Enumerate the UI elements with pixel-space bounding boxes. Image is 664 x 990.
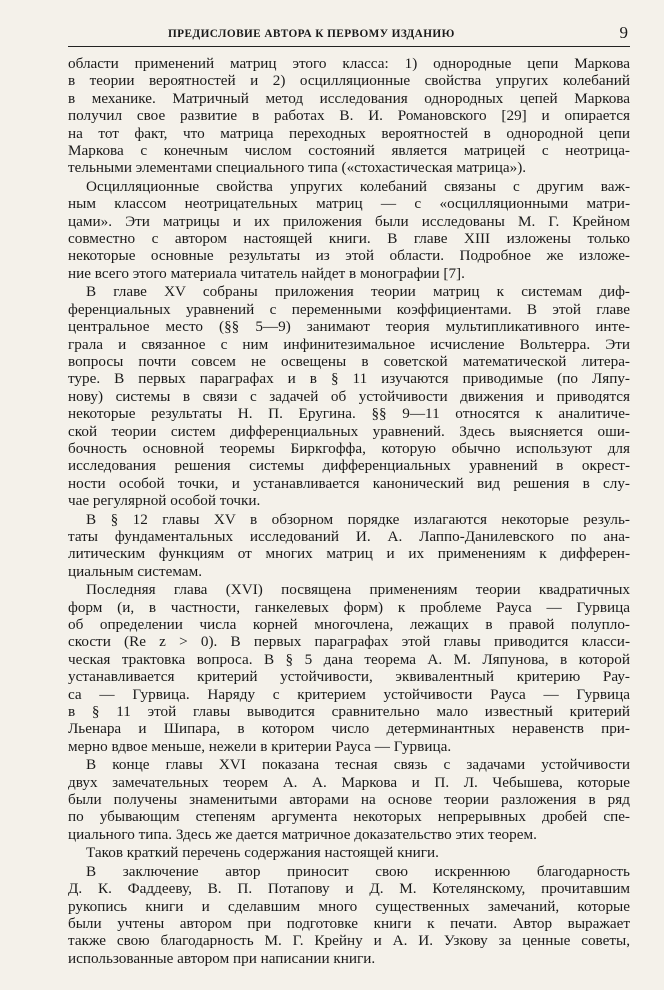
text-line: ным классом неотрицательных матриц — с «осцилляционными матри- <box>68 195 630 213</box>
text-line: ференциальных уравнений с переменными коэффициентами. В этой главе <box>68 300 630 318</box>
page-number: 9 <box>619 23 628 42</box>
text-line: скости (Re z > 0). В первых параграфах этой главы приводится класси- <box>68 633 630 651</box>
text-line: форм (и, в частности, ганкелевых форм) к проблеме Рауса — Гурвица <box>68 598 630 616</box>
text-line: литическим функциям от многих матриц и их применениям к дифферен- <box>68 545 630 563</box>
text-line: туре. В первых параграфах и в § 11 изучаются приводимые (по Ляпу- <box>68 370 630 388</box>
paragraph <box>68 283 630 509</box>
text-line: В конце главы XVI показана тесная связь с задачами устойчивости <box>86 756 630 774</box>
text-line: центральное место (§§ 5—9) занимают теория мультипликативного инте- <box>68 318 630 336</box>
text-line: ской теории систем дифференциальных уравнений. Здесь выясняется оши- <box>68 422 630 440</box>
text-line: нову) системы в связи с задачей об устойчивости движения и приводятся <box>68 387 630 405</box>
text-line: двух замечательных теорем А. А. Маркова и П. Л. Чебышева, которые <box>68 773 630 791</box>
text-line: устанавливается критерий устойчивости, эквивалентный критерию Рау- <box>68 668 630 686</box>
text-line: в теории вероятностей и 2) осцилляционные свойства упругих колебаний <box>68 72 630 90</box>
body-text <box>68 55 630 967</box>
text-line: В заключение автор приносит свою искреннюю благодарность <box>86 862 630 880</box>
text-line: са — Гурвица. Наряду с критерием устойчивости Рауса — Гурвица <box>68 685 630 703</box>
paragraph <box>68 178 630 282</box>
text-line: циального типа. Здесь же дается матричное доказательство этих теорем. <box>68 825 537 843</box>
text-line: В главе XV собраны приложения теории матриц к системам диф- <box>86 283 630 301</box>
text-line: в механике. Матричный метод исследования однородных цепей Маркова <box>68 89 630 107</box>
running-title: ПРЕДИСЛОВИЕ АВТОРА К ПЕРВОМУ ИЗДАНИЮ <box>168 28 455 40</box>
text-line: Маркова с конечным числом состояний является матрицей с неотрица- <box>68 142 630 160</box>
paragraph <box>68 863 630 967</box>
paragraph <box>68 844 630 861</box>
paragraph <box>68 511 630 581</box>
text-line: тельными элементами специального типа («стохастическая матрица»). <box>68 159 527 177</box>
text-line: также свою благодарность М. Г. Крейну и А. И. Узкову за ценные советы, <box>68 932 630 950</box>
text-line: были получены знаменитыми авторами на основе теории разложения в ряд <box>68 791 630 809</box>
text-line: вопросы почти совсем не освещены в советской математической литера- <box>68 352 630 370</box>
text-line: по убывающим степеням аргумента некоторых непрерывных дробей спе- <box>68 808 630 826</box>
text-line: исследования решения системы дифференциальных уравнений в окрест- <box>68 457 630 475</box>
text-line: грала и связанное с ним инфинитезимальное исчисление Вольтерра. Эти <box>68 335 630 353</box>
text-line: некоторые результаты Н. П. Еругина. §§ 9—11 относятся к аналитиче- <box>68 405 630 423</box>
text-line: Осцилляционные свойства упругих колебаний связаны с другим важ- <box>86 177 630 195</box>
text-line: некоторые основные результаты из этой области. Подробное же изложе- <box>68 247 630 265</box>
text-line: использованные автором при написании книги. <box>68 949 376 967</box>
text-line: в § 11 этой главы выводится сравнительно мало известный критерий <box>68 703 630 721</box>
text-line: совместно с автором настоящей книги. В главе XIII изложены только <box>68 230 630 248</box>
text-line: Д. К. Фаддееву, В. П. Потапову и Д. М. Котелянскому, прочитавшим <box>68 880 630 898</box>
text-line: мерно вдвое меньше, нежели в критерии Рауса — Гурвица. <box>68 737 452 755</box>
text-line: цами». Эти матрицы и их приложения были исследованы М. Г. Крейном <box>68 212 630 230</box>
paragraph <box>68 55 630 177</box>
text-line: Льенара и Шипара, в котором число детерминантных неравенств при- <box>68 720 630 738</box>
text-line: таты фундаментальных исследований И. А. Лаппо-Данилевского по ана- <box>68 527 630 545</box>
text-line: ние всего этого материала читатель найдет в монографии [7]. <box>68 264 465 282</box>
text-line: Последняя глава (XVI) посвящена применениям теории квадратичных <box>86 581 630 599</box>
text-line: чае регулярной особой точки. <box>68 492 261 510</box>
text-line: рукопись книги и сделавшим много существенных замечаний, которые <box>68 897 630 915</box>
text-line: Таков краткий перечень содержания настоящей книги. <box>86 844 439 862</box>
text-line: об определении числа корней многочлена, лежащих в правой полуплo- <box>68 616 630 633</box>
text-line: ности особой точки, и устанавливается канонический вид решения в слу- <box>68 474 630 492</box>
text-line: на тот факт, что матрица переходных вероятностей в однородной цепи <box>68 124 630 142</box>
text-line: бочность основной теоремы Биркгоффа, которую обычно используют для <box>68 439 630 457</box>
text-line: получил свое развитие в работах В. И. Романовского [29] и опирается <box>68 107 630 125</box>
paragraph <box>68 756 630 843</box>
text-line: были учтены автором при подготовке книги к печати. Автор выражает <box>68 914 630 932</box>
text-line: ческая трактовка вопроса. В § 5 дана теорема А. М. Ляпунова, в которой <box>68 650 630 668</box>
text-line: В § 12 главы XV в обзорном порядке излагаются некоторые резуль- <box>86 510 630 528</box>
running-head <box>68 22 630 47</box>
text-line: области применений матриц этого класса: 1) однородные цепи Маркова <box>68 55 630 72</box>
paragraph <box>68 581 630 755</box>
text-line: циальным системам. <box>68 562 203 580</box>
